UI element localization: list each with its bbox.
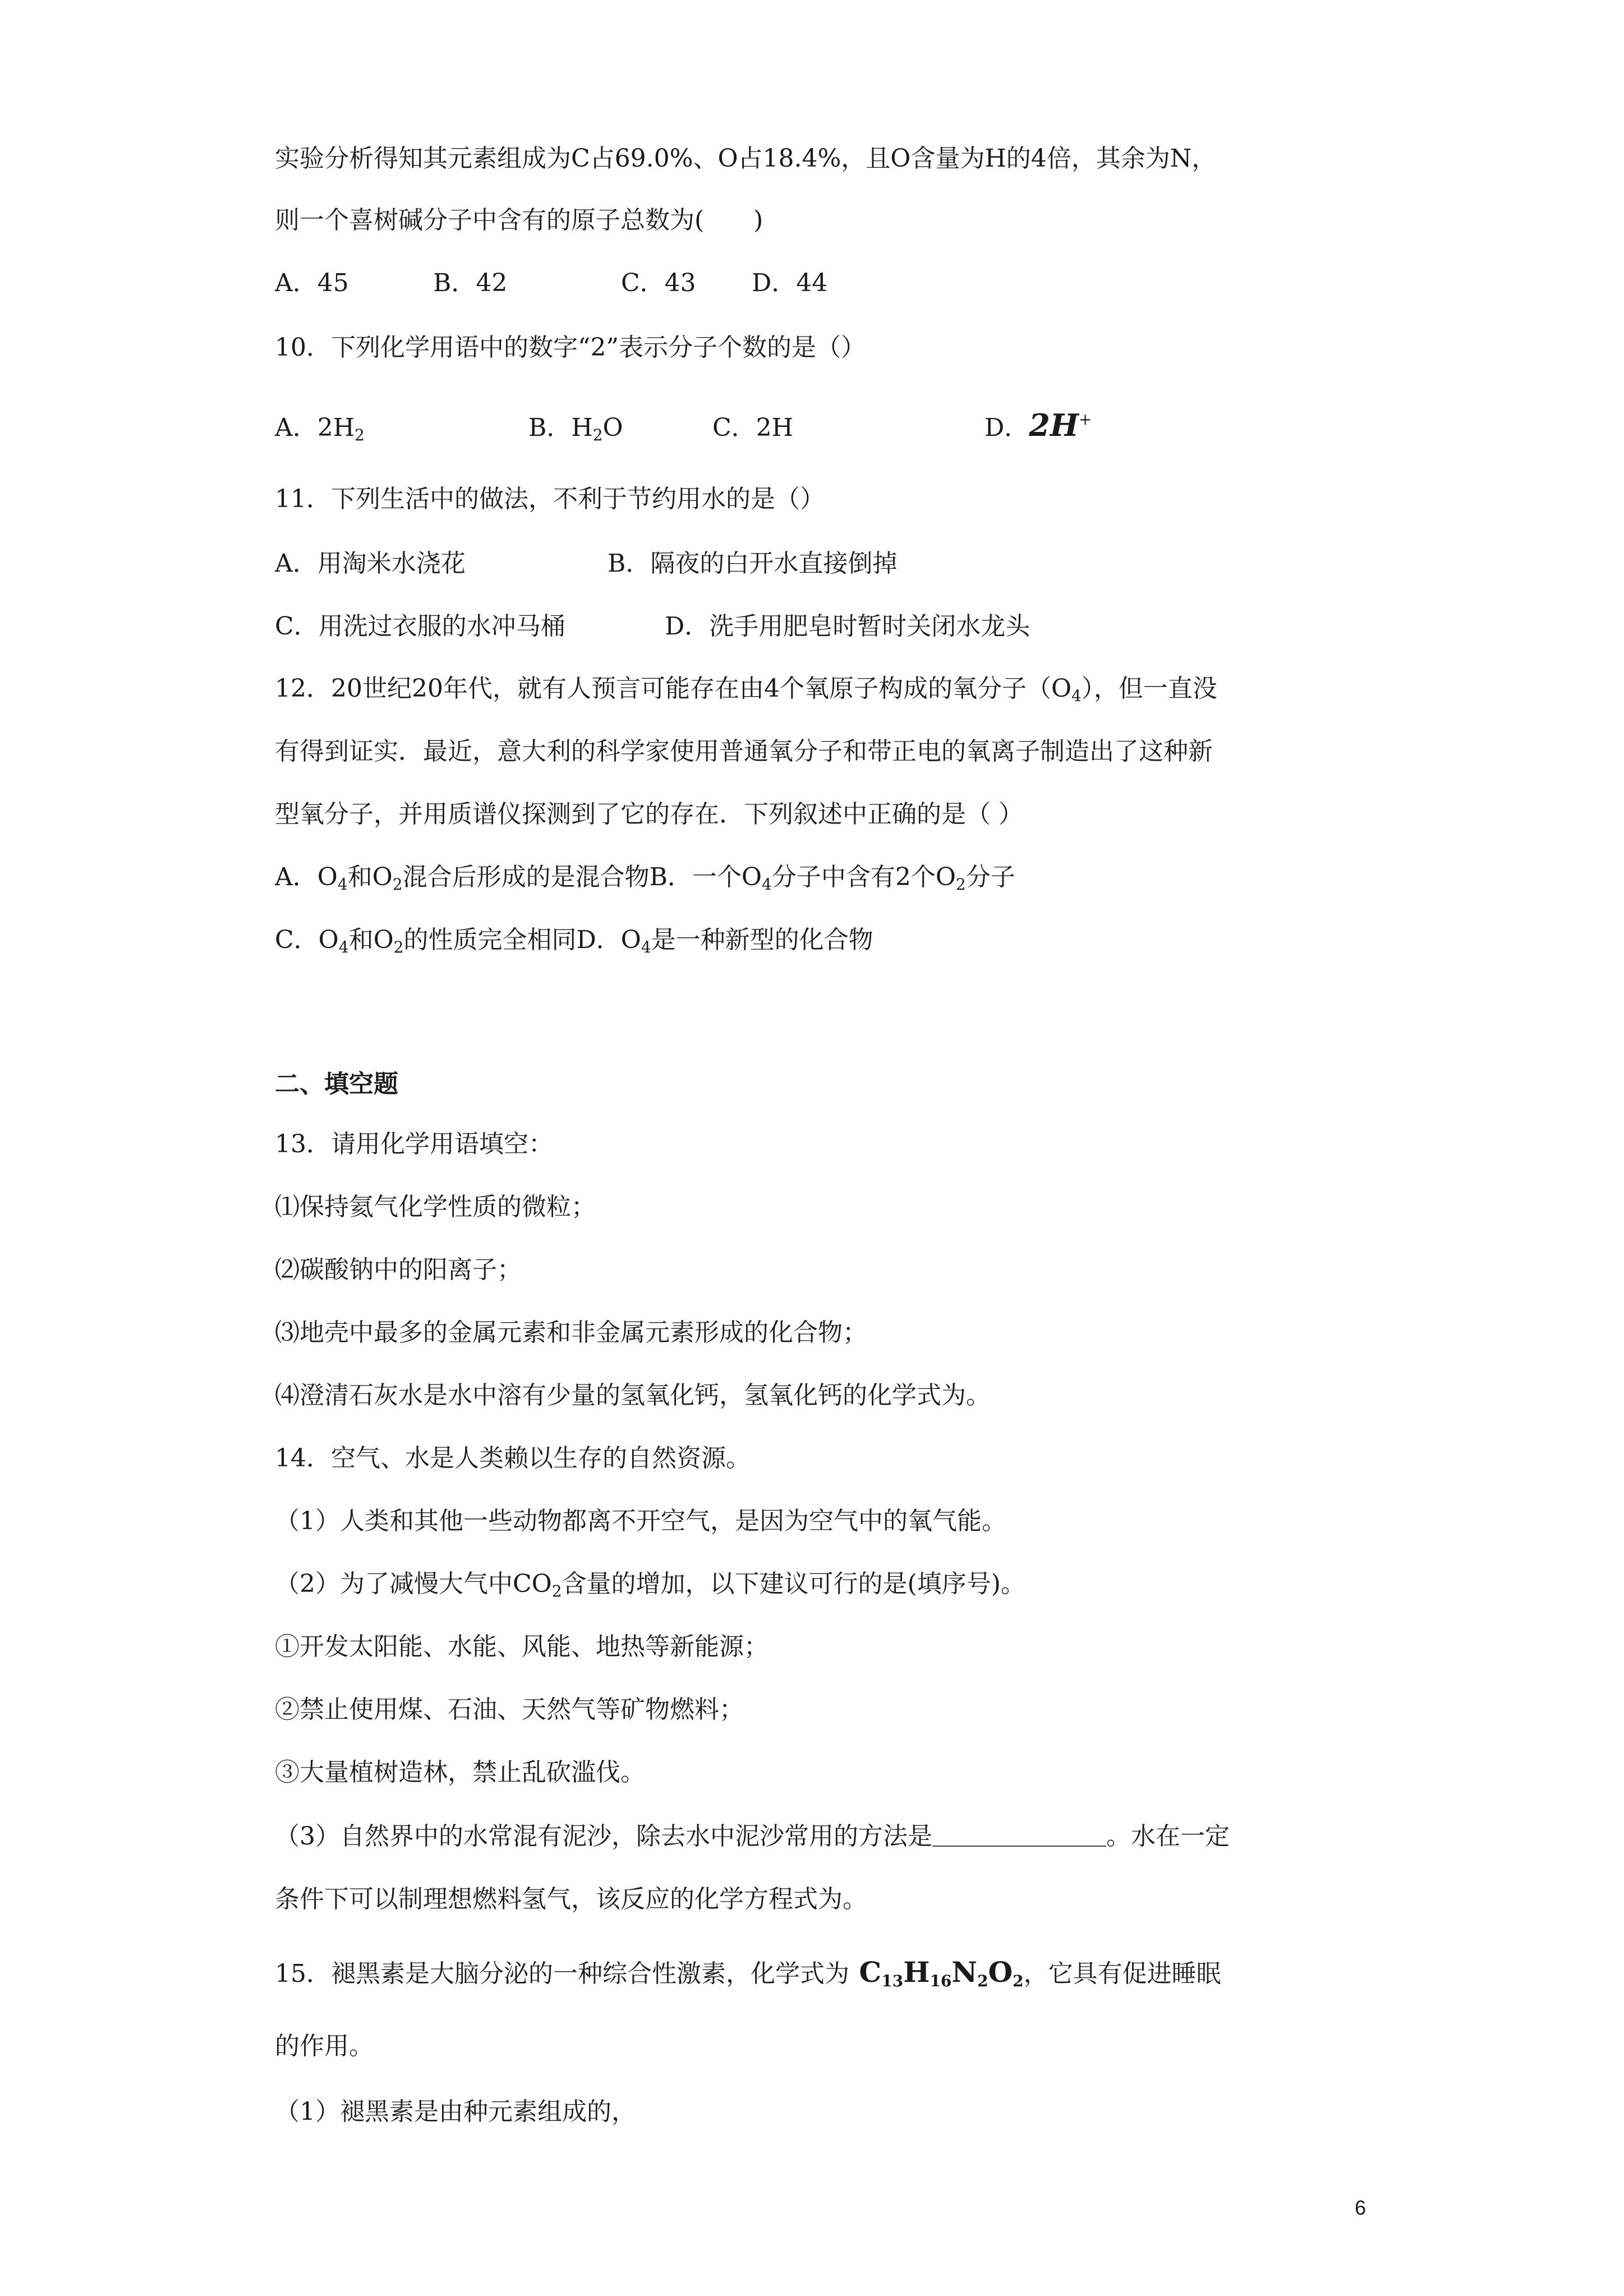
q10-option-a: A．$2H_2$ <box>275 413 365 444</box>
page-number: 6 <box>1355 2196 1367 2219</box>
q14-part-3: （3）自然界中的水常混有泥沙，除去水中泥沙常用的方法是 。水在一定 <box>275 1822 1230 1851</box>
q14-part-2: （2）为了减慢大气中$CO_2$含量的增加，以下建议可行的是(填序号)。 <box>275 1570 1025 1600</box>
q14-choice-3: ③大量植树造林，禁止乱砍滥伐。 <box>275 1758 645 1787</box>
q12-line-1: 12．20世纪20年代，就有人预言可能存在由4个氧原子构成的氧分子$(O_4)$，但一直没 <box>275 674 1217 705</box>
q12-line-2: 有得到证实．最近，意大利的科学家使用普通氧分子和带正电的氧离子制造出了这种新 <box>275 737 1213 766</box>
q14-stem: 14．空气、水是人类赖以生存的自然资源。 <box>275 1444 751 1473</box>
answer-blank[interactable] <box>932 1821 1106 1847</box>
q15-stem: 15．褪黑素是大脑分泌的一种综合性激素，化学式为 $C_{13}H_{16}N_2O_2$，它具有促进睡眠 <box>275 1955 1221 1990</box>
q9-line-1: 实验分析得知其元素组成为C占69.0%、O占18.4%，且O含量为H的4倍，其余为N， <box>275 144 1217 173</box>
q15-stem-line-2: 的作用。 <box>275 2032 374 2060</box>
q11-option-c: C．用洗过衣服的水冲马桶 <box>275 612 565 641</box>
q9-option-b: B．42 <box>433 269 508 297</box>
q10-option-b: B．$H_2O$ <box>528 413 623 444</box>
q9-line-2: 则一个喜树碱分子中含有的原子总数为( ) <box>275 206 763 234</box>
q9-option-c: C．43 <box>621 269 696 297</box>
q13-part-3: ⑶地壳中最多的金属元素和非金属元素形成的化合物； <box>275 1318 867 1347</box>
q12-options-cd: C．$O_4$和$O_2$的性质完全相同D．$O_4$是一种新型的化合物 <box>275 926 873 956</box>
q14-choice-2: ②禁止使用煤、石油、天然气等矿物燃料； <box>275 1695 744 1724</box>
q12-line-3: 型氧分子，并用质谱仪探测到了它的存在．下列叙述中正确的是（ ） <box>275 800 1023 829</box>
section-heading: 二、填空题 <box>275 1070 398 1098</box>
q11-option-a: A．用淘米水浇花 <box>275 549 466 578</box>
q9-option-d: D．44 <box>752 269 828 297</box>
q14-part-3-line-2: 条件下可以制理想燃料氢气，该反应的化学方程式为。 <box>275 1885 867 1913</box>
q13-part-2: ⑵碳酸钠中的阳离子； <box>275 1255 522 1284</box>
q10-option-c: C．2H <box>712 413 794 442</box>
q12-options-ab: A．$O_4$和$O_2$混合后形成的是混合物B．一个$O_4$分子中含有2个$O_2$分子 <box>275 863 1015 894</box>
q13-part-4: ⑷澄清石灰水是水中溶有少量的氢氧化钙，氢氧化钙的化学式为。 <box>275 1381 991 1410</box>
q13-part-1: ⑴保持氦气化学性质的微粒； <box>275 1193 596 1221</box>
q14-choice-1: ①开发太阳能、水能、风能、地热等新能源； <box>275 1632 769 1661</box>
q10-option-d: D．2H+ <box>984 407 1092 443</box>
q9-option-a: A．45 <box>275 269 349 297</box>
q11-option-b: B．隔夜的白开水直接倒掉 <box>608 549 898 578</box>
q15-part-1: （1）褪黑素是由种元素组成的， <box>275 2097 636 2126</box>
q14-part-1: （1）人类和其他一些动物都离不开空气，是因为空气中的氧气能。 <box>275 1507 1006 1535</box>
melatonin-formula: $C_{13}H_{16}N_2O_2$ <box>859 1955 1024 1990</box>
q10-stem: 10．下列化学用语中的数字“2”表示分子个数的是（） <box>275 333 866 362</box>
q11-option-d: D．洗手用肥皂时暂时关闭水龙头 <box>665 612 1030 641</box>
q13-stem: 13．请用化学用语填空： <box>275 1130 553 1158</box>
q11-stem: 11．下列生活中的做法，不利于节约用水的是（） <box>275 485 825 513</box>
